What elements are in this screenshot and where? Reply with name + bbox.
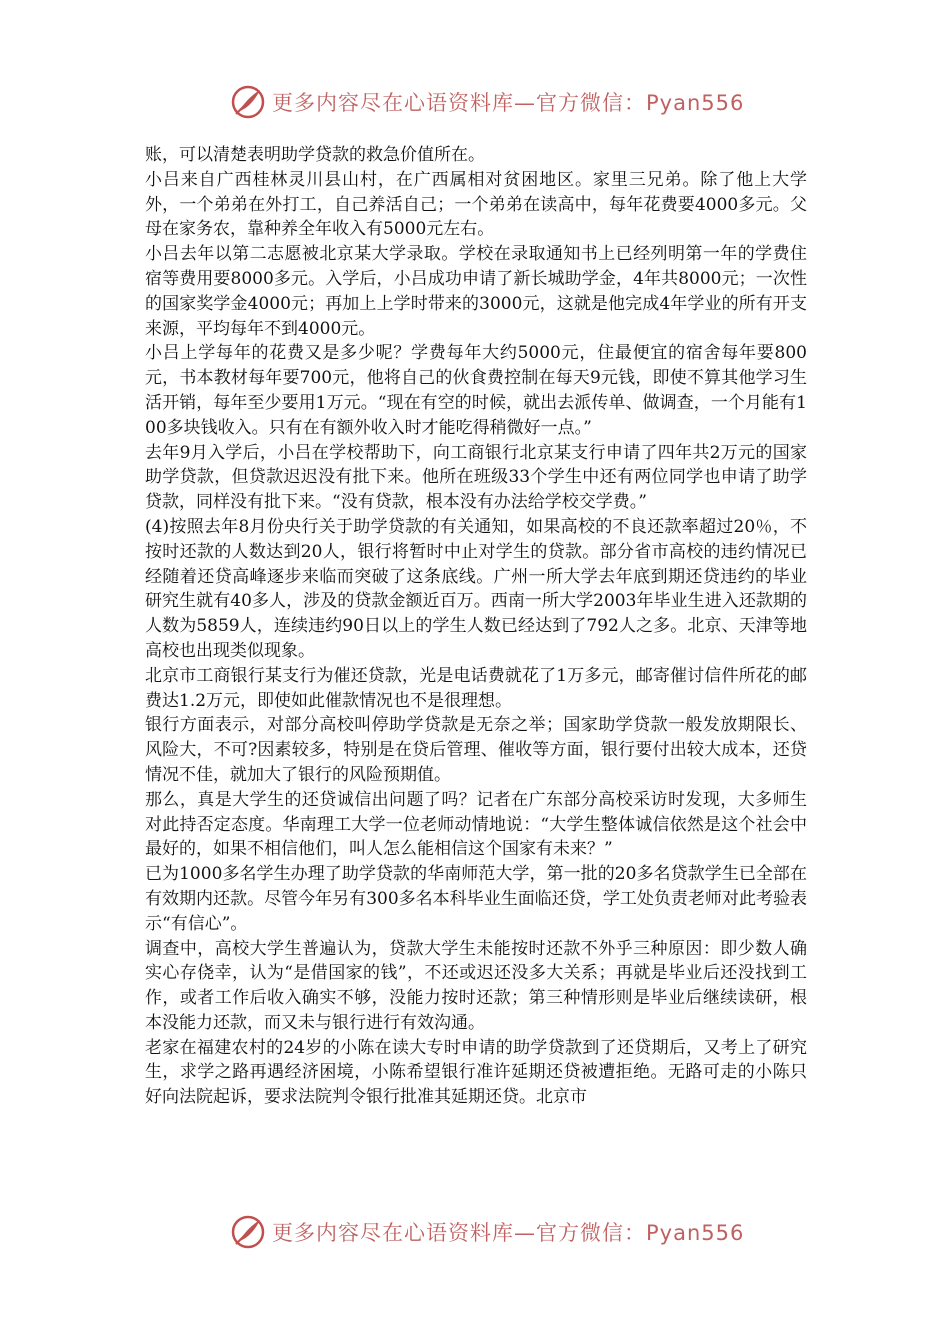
paragraph: 去年9月入学后，小吕在学校帮助下，向工商银行北京某支行申请了四年共2万元的国家助学贷款，但贷款迟迟没有批下来。他所在班级33个学生中还有两位同学也申请了助学贷款，同样没有批下来。“没有贷款，根本没有办法给学校交学费。”: [145, 442, 807, 513]
paragraph: 小吕去年以第二志愿被北京某大学录取。学校在录取通知书上已经列明第一年的学费住宿等费用要8000多元。入学后，小吕成功申请了新长城助学金，4年共8000元；一次性的国家奖学金4000元；再加上上学时带来的3000元，这就是他完成4年学业的所有开支来源，平均每年不到4000元。: [145, 244, 807, 339]
footer-banner-text: 更多内容尽在心语资料库—官方微信：Pyan556: [272, 1221, 745, 1245]
header-banner: [230, 82, 744, 122]
paragraph: 那么，真是大学生的还贷诚信出问题了吗？记者在广东部分高校采访时发现，大多师生对此持否定态度。华南理工大学一位老师动情地说：“大学生整体诚信依然是这个社会中最好的，如果不相信他们，叫人怎么能相信这个国家有未来？”: [145, 789, 807, 860]
document-body: [145, 143, 807, 1110]
quill-logo-icon: [230, 84, 266, 120]
paragraph: (4)按照去年8月份央行关于助学贷款的有关通知，如果高校的不良还款率超过20％，不按时还款的人数达到20人，银行将暂时中止对学生的贷款。部分省市高校的违约情况已经随着还贷高峰逐步来临而突破了这条底线。广州一所大学去年底到期还贷违约的毕业研究生就有40多人，涉及的贷款金额近百万。西南一所大学2003年毕业生进入还款期的人数为5859人，连续违约90日以上的学生人数已经达到了792人之多。北京、天津等地高校也出现类似现象。: [145, 516, 807, 661]
quill-logo-icon: [230, 1214, 266, 1250]
header-banner-text: 更多内容尽在心语资料库—官方微信：Pyan556: [272, 91, 745, 115]
paragraph: 小吕上学每年的花费又是多少呢？学费每年大约5000元，住最便宜的宿舍每年要800元，书本教材每年要700元，他将自己的伙食费控制在每天9元钱，即使不算其他学习生活开销，每年至少要用1万元。“现在有空的时候，就出去派传单、做调查，一个月能有100多块钱收入。只有在有额外收入时才能吃得稍微好一点。”: [145, 343, 807, 438]
footer-banner: [230, 1212, 744, 1252]
paragraph: 已为1000多名学生办理了助学贷款的华南师范大学，第一批的20多名贷款学生已全部在有效期内还款。尽管今年另有300多名本科毕业生面临还贷，学工处负责老师对此考验表示“有信心”。: [145, 864, 807, 934]
paragraph: 银行方面表示，对部分高校叫停助学贷款是无奈之举；国家助学贷款一般发放期限长、风险大，不可?因素较多，特别是在贷后管理、催收等方面，银行要付出较大成本，还贷情况不佳，就加大了银行的风险预期值。: [145, 715, 807, 785]
paragraph: 账，可以清楚表明助学贷款的救急价值所在。: [145, 145, 485, 165]
paragraph: 北京市工商银行某支行为催还贷款，光是电话费就花了1万多元，邮寄催讨信件所花的邮费达1.2万元，即使如此催款情况也不是很理想。: [145, 665, 807, 711]
paragraph: 小吕来自广西桂林灵川县山村，在广西属相对贫困地区。家里三兄弟。除了他上大学外，一个弟弟在外打工，自己养活自己；一个弟弟在读高中，每年花费要4000多元。父母在家务农，靠种养全年收入有5000元左右。: [145, 169, 807, 240]
paragraph: 老家在福建农村的24岁的小陈在读大专时申请的助学贷款到了还贷期后，又考上了研究生，求学之路再遇经济困境，小陈希望银行准许延期还贷被遭拒绝。无路可走的小陈只好向法院起诉，要求法院判令银行批准其延期还贷。北京市: [145, 1037, 807, 1108]
paragraph: 调查中，高校大学生普遍认为，贷款大学生未能按时还款不外乎三种原因：即少数人确实心存侥幸，认为“是借国家的钱”，不还或迟还没多大关系；再就是毕业后还没找到工作，或者工作后收入确实不够，没能力按时还款；第三种情形则是毕业后继续读研，根本没能力还款，而又未与银行进行有效沟通。: [145, 938, 807, 1033]
